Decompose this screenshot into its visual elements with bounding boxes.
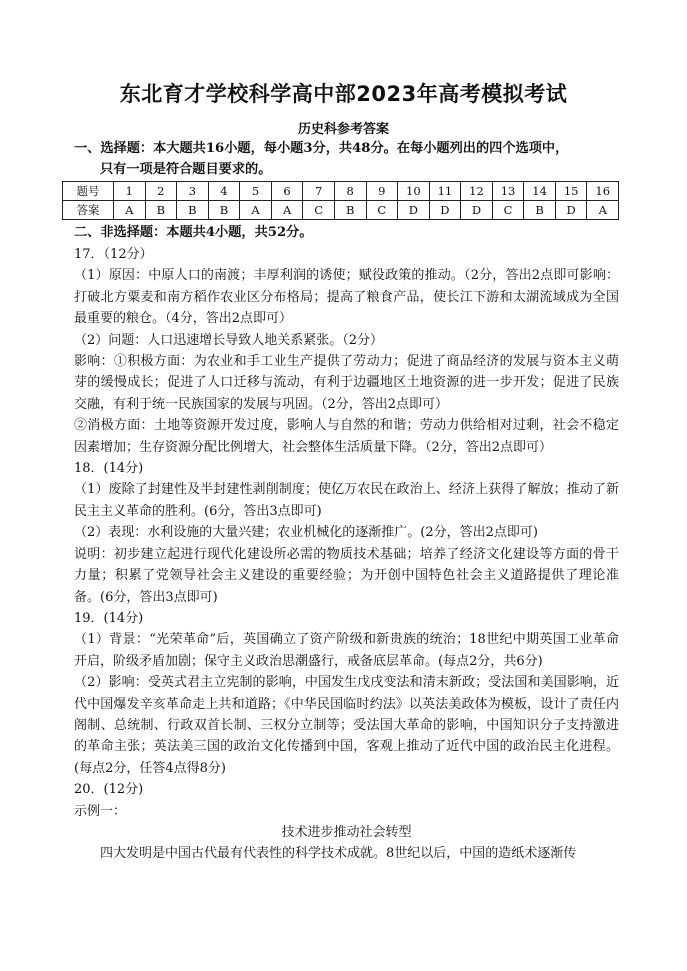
answer-cell: B	[334, 201, 366, 220]
page-subtitle: 历史科参考答案	[297, 122, 389, 137]
question-number: 2	[145, 182, 177, 201]
q17-answer-1: （1）原因：中原人口的南渡；丰厚利润的诱使；赋役政策的推动。（2分，答出2点即可影响：打破北方粟麦和南方稻作农业区分布格局；提高了粮食产品，使长江下游和太湖流域成为全国最重要的粮仓。（4分，答出2点即可）	[74, 268, 619, 327]
q17-answer-4: ②消极方面：土地等资源开发过度，影响人与自然的和谐；劳动力供给相对过剩，社会不稳定因素增加；生存资源分配比例增大，社会整体生活质量下降。（2分，答出2点即可）	[74, 418, 619, 455]
q18-answer-2: （2）表现：水利设施的大量兴建；农业机械化的逐渐推广。(2分，答出2点即可)	[74, 525, 538, 541]
answer-cell: D	[398, 201, 430, 220]
question-number: 8	[334, 182, 366, 201]
question-number: 9	[366, 182, 398, 201]
answer-cell: B	[145, 201, 177, 220]
question-number: 7	[303, 182, 335, 201]
question-number: 11	[429, 182, 461, 201]
q20-essay-title: 技术进步推动社会转型	[281, 824, 412, 840]
q18-heading: 18．(14分)	[74, 461, 144, 477]
answer-cell: B	[208, 201, 240, 220]
section-1-heading	[74, 138, 568, 180]
answer-cell: D	[555, 201, 587, 220]
answer-cell: A	[240, 201, 272, 220]
answer-table-number-row	[63, 182, 619, 201]
q19-heading: 19．(14分)	[74, 610, 144, 626]
question-number: 10	[398, 182, 430, 201]
answer-table-answer-row	[63, 201, 619, 220]
question-number: 6	[271, 182, 303, 201]
question-number: 12	[461, 182, 493, 201]
answer-cell: D	[461, 201, 493, 220]
answer-cell: B	[177, 201, 209, 220]
number-row-header: 题号	[63, 182, 114, 201]
answer-cell: C	[492, 201, 524, 220]
answer-cell: A	[271, 201, 303, 220]
section-1-line1: 一、选择题：本大题共16小题，每小题3分，共48分。在每小题列出的四个选项中，	[74, 141, 569, 156]
answer-cell: C	[366, 201, 398, 220]
answer-cell: C	[303, 201, 335, 220]
answer-cell: B	[524, 201, 556, 220]
question-number: 16	[587, 182, 619, 201]
q18-answer-1: （1）废除了封建性及半封建性剥削制度；使亿万农民在政治上、经济上获得了解放；推动了新民主主义革命的胜利。(6分，答出3点即可)	[74, 482, 619, 519]
q17-answer-3: 影响：①积极方面：为农业和手工业生产提供了劳动力；促进了商品经济的发展与资本主义萌芽的缓慢成长；促进了人口迁移与流动，有利于边疆地区土地资源的进一步开发；促进了民族交融，有利于统一民族国家的发展与巩固。（2分，答出2点即可）	[74, 354, 619, 412]
section-1-line2: 只有一项是符合题目要求的。	[100, 162, 272, 177]
q19-answer-1: （1）背景：“光荣革命”后，英国确立了资产阶级和新贵族的统治；18世纪中期英国工业革命开启，阶级矛盾加剧；保守主义政治思潮盛行，戒备底层革命。(每点2分，共6分)	[74, 632, 619, 669]
section-2-heading: 二、非选择题：本题共4小题，共52分。	[74, 225, 313, 240]
question-number: 15	[555, 182, 587, 201]
page-title: 东北育才学校科学高中部2023年高考模拟考试	[119, 82, 568, 106]
q18-answer-3: 说明：初步建立起进行现代化建设所必需的物质技术基础；培养了经济文化建设等方面的骨干力量；积累了党领导社会主义建设的重要经验；为开创中国特色社会主义道路提供了理论准备。(6分，答出3点即可)	[74, 546, 619, 605]
q20-essay-paragraph: 四大发明是中国古代最有代表性的科学技术成就。8世纪以后，中国的造纸术逐渐传	[100, 846, 577, 862]
answer-body	[74, 244, 619, 865]
question-number: 5	[240, 182, 272, 201]
question-number: 13	[492, 182, 524, 201]
q17-answer-2: （2）问题：人口迅速增长导致人地关系紧张。（2分）	[74, 332, 384, 348]
question-number: 3	[177, 182, 209, 201]
q19-answer-2: （2）影响：受英式君主立宪制的影响，中国发生戊戌变法和清末新政；受法国和美国影响，近代中国爆发辛亥革命走上共和道路；《中华民国临时约法》以英法美政体为模板，设计了责任内阁制、总统制、行政双首长制、三权分立制等；受法国大革命的影响，中国知识分子支持激进的革命主张；英法美三国的政治文化传播到中国，客观上推动了近代中国的政治民主化进程。(每点2分，任答4点得8分)	[74, 675, 619, 776]
q20-example-label: 示例一：	[74, 803, 127, 819]
question-number: 1	[114, 182, 146, 201]
q17-heading: 17．（12分）	[74, 247, 153, 262]
question-number: 14	[524, 182, 556, 201]
question-number: 4	[208, 182, 240, 201]
answer-row-header: 答案	[63, 201, 114, 220]
q20-heading: 20．(12分)	[74, 782, 144, 798]
answer-table	[62, 181, 619, 220]
answer-cell: A	[114, 201, 146, 220]
answer-cell: A	[587, 201, 619, 220]
answer-cell: D	[429, 201, 461, 220]
